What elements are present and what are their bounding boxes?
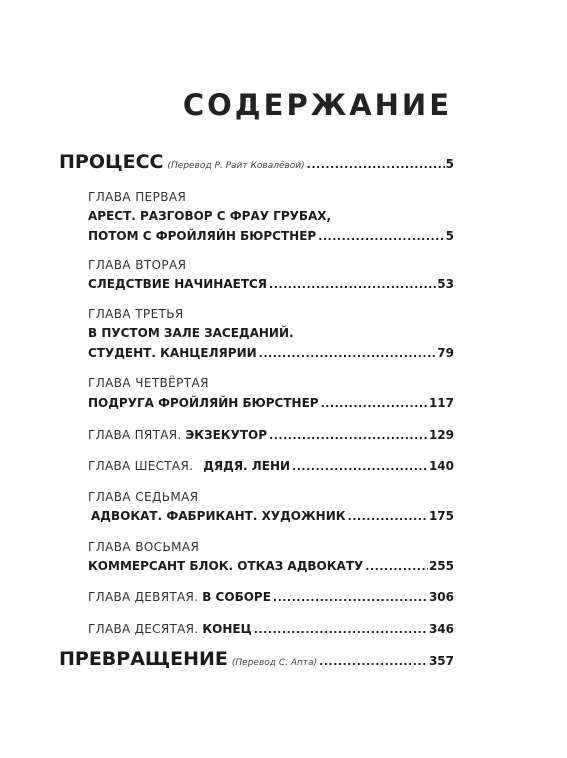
chapter-label: ГЛАВА ЧЕТВЁРТАЯ [88, 376, 209, 390]
part-title: ПРЕВРАЩЕНИЕ [59, 648, 228, 670]
dot-leader [348, 510, 428, 523]
chapter-label: ГЛАВА ВТОРАЯ [88, 258, 187, 272]
dot-leader [254, 623, 428, 636]
chapter-title: СЛЕДСТВИЕ НАЧИНАЕТСЯ [88, 277, 268, 291]
chapter-title: ПОТОМ С ФРОЙЛЯЙН БЮРСТНЕР [88, 229, 317, 243]
chapter-title: КОНЕЦ [202, 622, 252, 636]
chapter-label: ГЛАВА ПЯТАЯ. [88, 428, 182, 442]
dot-leader [273, 591, 428, 604]
page-number: 357 [428, 654, 454, 668]
chapter-label: ГЛАВА ВОСЬМАЯ [88, 540, 200, 554]
toc-entry-part-2[interactable] [59, 648, 454, 670]
page-number: 140 [428, 459, 454, 473]
dot-leader [319, 655, 428, 668]
page-number: 117 [428, 396, 454, 410]
toc-entry-chapter-1[interactable] [88, 229, 454, 243]
page-number: 129 [428, 428, 454, 442]
toc-entry-chapter-4[interactable] [88, 396, 454, 410]
toc-entry-part-1[interactable] [59, 151, 454, 173]
chapter-label: ГЛАВА ТРЕТЬЯ [88, 307, 184, 321]
translator-note: (Перевод С. Апта) [231, 658, 318, 668]
toc-entry-chapter-8[interactable] [88, 559, 454, 573]
page-number: 5 [445, 229, 454, 243]
chapter-title: ДЯДЯ. ЛЕНИ [203, 459, 291, 473]
page-number: 346 [428, 622, 454, 636]
chapter-title-line: В ПУСТОМ ЗАЛЕ ЗАСЕДАНИЙ. [88, 326, 294, 340]
dot-leader [269, 429, 428, 442]
toc-entry-chapter-9[interactable] [88, 590, 454, 604]
toc-entry-chapter-2[interactable] [88, 277, 454, 291]
dot-leader [259, 347, 437, 360]
chapter-label: ГЛАВА ДЕВЯТАЯ. [88, 590, 199, 604]
translator-note: (Перевод Р. Райт Ковалёвой) [167, 161, 305, 171]
chapter-label: ГЛАВА ШЕСТАЯ. [88, 459, 194, 473]
toc-entry-chapter-10[interactable] [88, 622, 454, 636]
dot-leader [269, 278, 436, 291]
toc-entry-chapter-7[interactable] [91, 509, 454, 523]
toc-entry-chapter-3[interactable] [88, 346, 454, 360]
chapter-title-line: АРЕСТ. РАЗГОВОР С ФРАУ ГРУБАХ, [88, 209, 332, 223]
toc-entry-chapter-6[interactable] [88, 459, 454, 473]
page-title: СОДЕРЖАНИЕ [182, 88, 452, 122]
chapter-label: ГЛАВА ПЕРВАЯ [88, 190, 187, 204]
page-number: 255 [428, 559, 454, 573]
dot-leader [318, 230, 444, 243]
chapter-title: ЭКЗЕКУТОР [185, 428, 268, 442]
dot-leader [307, 158, 445, 171]
dot-leader [365, 560, 428, 573]
chapter-title: В СОБОРЕ [202, 590, 271, 604]
page-number: 79 [437, 346, 454, 360]
dot-leader [292, 460, 428, 473]
chapter-title: КОММЕРСАНТ БЛОК. ОТКАЗ АДВОКАТУ [88, 559, 364, 573]
chapter-title: АДВОКАТ. ФАБРИКАНТ. ХУДОЖНИК [91, 509, 346, 523]
dot-leader [321, 397, 428, 410]
chapter-title: ПОДРУГА ФРОЙЛЯЙН БЮРСТНЕР [88, 396, 319, 410]
page-number: 306 [428, 590, 454, 604]
part-title: ПРОЦЕСС [59, 151, 164, 173]
chapter-title: СТУДЕНТ. КАНЦЕЛЯРИИ [88, 346, 257, 360]
page-number: 53 [437, 277, 454, 291]
page-number: 175 [428, 509, 454, 523]
chapter-label: ГЛАВА ДЕСЯТАЯ. [88, 622, 199, 636]
page-number: 5 [445, 157, 454, 171]
chapter-label: ГЛАВА СЕДЬМАЯ [88, 490, 199, 504]
toc-entry-chapter-5[interactable] [88, 428, 454, 442]
